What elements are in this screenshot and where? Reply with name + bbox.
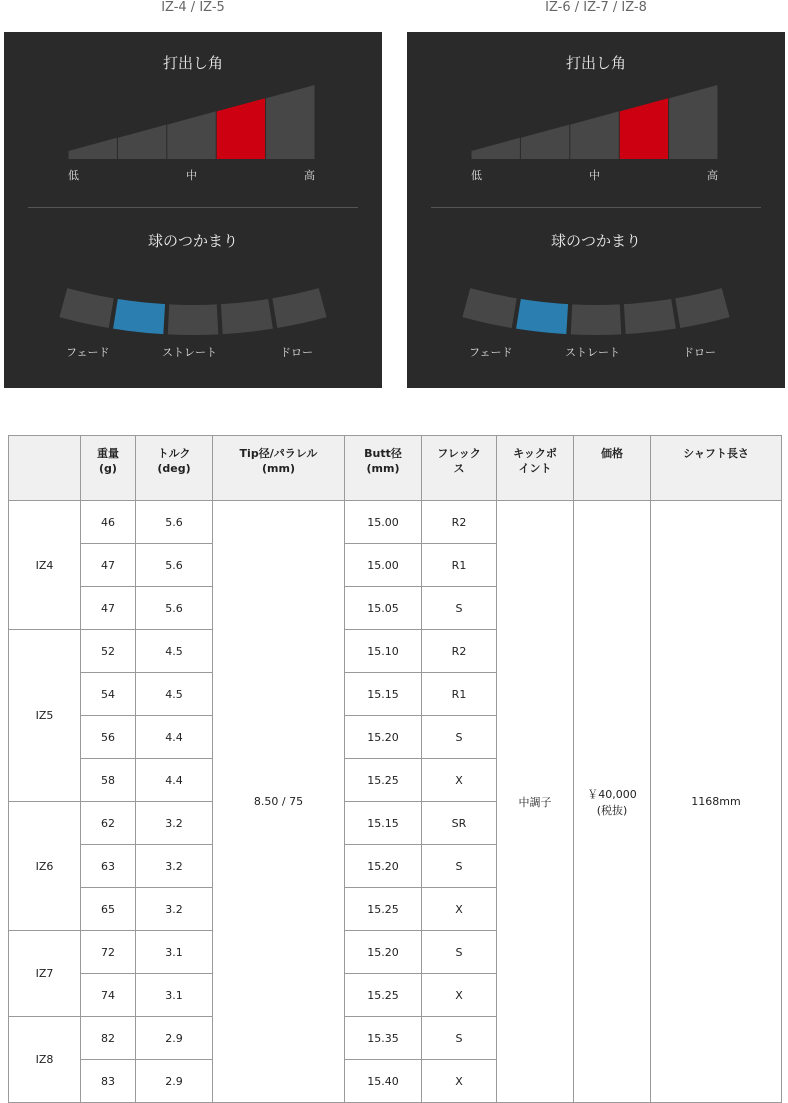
grip-segment — [624, 299, 676, 334]
weight-cell: 62 — [81, 802, 136, 845]
grip-straight-label: ストレート — [162, 346, 217, 359]
butt-cell: 15.35 — [345, 1017, 422, 1060]
weight-cell: 65 — [81, 888, 136, 931]
grip-segment — [168, 304, 219, 335]
butt-cell: 15.25 — [345, 974, 422, 1017]
tip-cell: 8.50 / 75 — [213, 501, 345, 1103]
column-title-right: IZ-6 / IZ-7 / IZ-8 — [545, 0, 647, 15]
torque-cell: 5.6 — [136, 544, 213, 587]
price-note: (税抜) — [596, 803, 628, 817]
model-cell: IZ4 — [9, 501, 81, 630]
weight-cell: 47 — [81, 544, 136, 587]
butt-cell: 15.00 — [345, 501, 422, 544]
grip-segment-active — [516, 299, 568, 334]
butt-cell: 15.00 — [345, 544, 422, 587]
header-flex: フレック ス — [422, 436, 497, 501]
grip-draw-label: ドロー — [683, 346, 716, 359]
butt-cell: 15.05 — [345, 587, 422, 630]
flex-cell: S — [422, 587, 497, 630]
flex-cell: R1 — [422, 673, 497, 716]
weight-cell: 72 — [81, 931, 136, 974]
butt-cell: 15.25 — [345, 888, 422, 931]
weight-cell: 82 — [81, 1017, 136, 1060]
model-cell: IZ5 — [9, 630, 81, 802]
torque-cell: 2.9 — [136, 1060, 213, 1103]
grip-fade-label: フェード — [469, 346, 513, 359]
model-cell: IZ7 — [9, 931, 81, 1017]
price-value: ￥40,000 — [587, 787, 637, 801]
grip-segment-active — [113, 299, 165, 334]
header-weight: 重量 (g) — [81, 436, 136, 501]
flex-cell: R2 — [422, 501, 497, 544]
butt-cell: 15.20 — [345, 931, 422, 974]
launch-mid-label: 中 — [589, 169, 600, 182]
ball-grip-chart — [407, 32, 785, 388]
butt-cell: 15.15 — [345, 802, 422, 845]
grip-segment — [571, 304, 622, 335]
torque-cell: 4.5 — [136, 673, 213, 716]
weight-cell: 63 — [81, 845, 136, 888]
launch-low-label: 低 — [471, 169, 482, 182]
flex-cell: X — [422, 888, 497, 931]
model-cell: IZ8 — [9, 1017, 81, 1103]
column-title-left: IZ-4 / IZ-5 — [161, 0, 225, 15]
torque-cell: 4.4 — [136, 716, 213, 759]
weight-cell: 54 — [81, 673, 136, 716]
flex-cell: R2 — [422, 630, 497, 673]
table-header-row — [9, 436, 782, 501]
launch-angle-title: 打出し角 — [565, 54, 626, 72]
flex-cell: S — [422, 845, 497, 888]
price-cell — [574, 501, 651, 1103]
launch-high-label: 高 — [707, 169, 718, 182]
weight-cell: 74 — [81, 974, 136, 1017]
grip-segment — [675, 288, 729, 328]
butt-cell: 15.15 — [345, 673, 422, 716]
header-model — [9, 436, 81, 501]
weight-cell: 46 — [81, 501, 136, 544]
flex-cell: S — [422, 1017, 497, 1060]
table-body — [9, 501, 782, 1103]
launch-high-label: 高 — [304, 169, 315, 182]
flex-cell: X — [422, 1060, 497, 1103]
butt-cell: 15.25 — [345, 759, 422, 802]
header-butt: Butt径 (mm) — [345, 436, 422, 501]
launch-mid-label: 中 — [186, 169, 197, 182]
grip-segment — [462, 288, 516, 328]
torque-cell: 5.6 — [136, 587, 213, 630]
butt-cell: 15.10 — [345, 630, 422, 673]
grip-segment — [59, 288, 113, 328]
chart-panel-right — [407, 32, 785, 388]
flex-cell: S — [422, 931, 497, 974]
length-cell: 1168mm — [651, 501, 782, 1103]
flex-cell: S — [422, 716, 497, 759]
grip-fade-label: フェード — [66, 346, 110, 359]
weight-cell: 83 — [81, 1060, 136, 1103]
header-length: シャフト長さ — [651, 436, 782, 501]
launch-low-label: 低 — [68, 169, 79, 182]
header-torque: トルク (deg) — [136, 436, 213, 501]
chart-panel-left — [4, 32, 382, 388]
butt-cell: 15.20 — [345, 716, 422, 759]
grip-straight-label: ストレート — [565, 346, 620, 359]
weight-cell: 52 — [81, 630, 136, 673]
launch-angle-title: 打出し角 — [162, 54, 223, 72]
torque-cell: 3.2 — [136, 845, 213, 888]
shaft-spec-table — [8, 435, 782, 1103]
header-price: 価格 — [574, 436, 651, 501]
kickpoint-cell: 中調子 — [497, 501, 574, 1103]
grip-segment — [221, 299, 273, 334]
header-kickpoint: キックポ イント — [497, 436, 574, 501]
torque-cell: 3.2 — [136, 802, 213, 845]
grip-draw-label: ドロー — [280, 346, 313, 359]
torque-cell: 3.1 — [136, 931, 213, 974]
ball-grip-chart — [4, 32, 382, 388]
weight-cell: 58 — [81, 759, 136, 802]
weight-cell: 56 — [81, 716, 136, 759]
flex-cell: X — [422, 759, 497, 802]
torque-cell: 4.5 — [136, 630, 213, 673]
butt-cell: 15.20 — [345, 845, 422, 888]
flex-cell: R1 — [422, 544, 497, 587]
torque-cell: 3.2 — [136, 888, 213, 931]
torque-cell: 3.1 — [136, 974, 213, 1017]
table-row — [9, 501, 782, 544]
header-tip: Tip径/パラレル (mm) — [213, 436, 345, 501]
grip-segment — [272, 288, 326, 328]
flex-cell: X — [422, 974, 497, 1017]
weight-cell: 47 — [81, 587, 136, 630]
torque-cell: 5.6 — [136, 501, 213, 544]
model-cell: IZ6 — [9, 802, 81, 931]
flex-cell: SR — [422, 802, 497, 845]
ball-grip-title: 球のつかまり — [147, 232, 238, 250]
ball-grip-title: 球のつかまり — [550, 232, 641, 250]
butt-cell: 15.40 — [345, 1060, 422, 1103]
torque-cell: 4.4 — [136, 759, 213, 802]
torque-cell: 2.9 — [136, 1017, 213, 1060]
